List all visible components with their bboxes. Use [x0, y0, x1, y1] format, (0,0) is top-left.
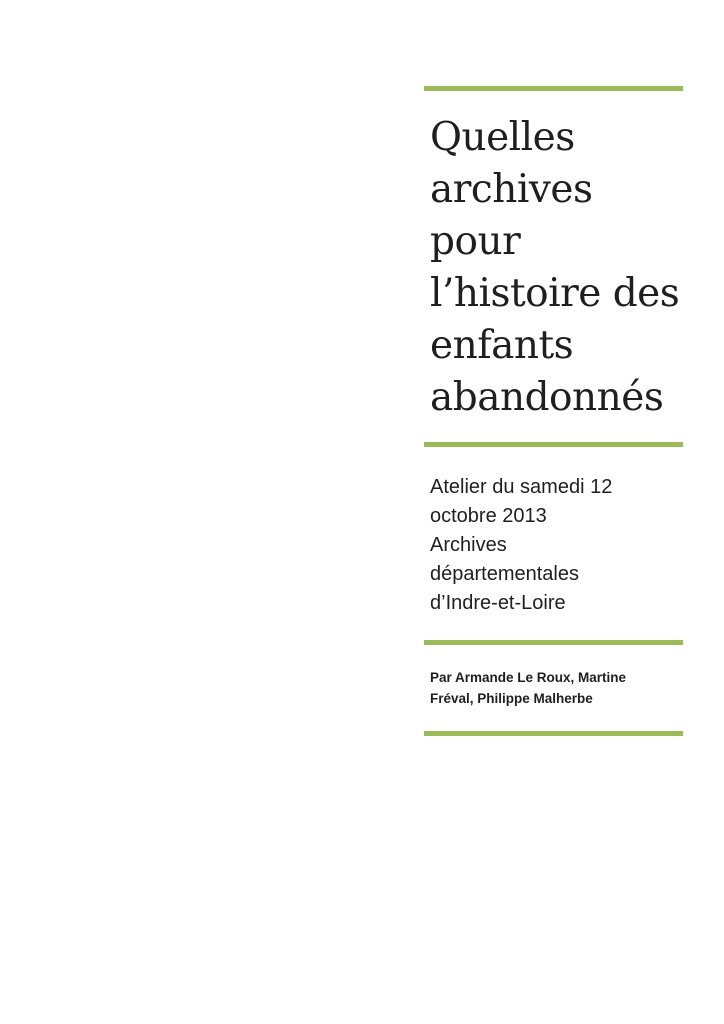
top-divider: [424, 86, 683, 91]
document-subtitle: [430, 473, 680, 618]
title-line: pour: [430, 219, 521, 264]
title-line: l’histoire des: [430, 271, 680, 316]
title-line: archives: [430, 167, 593, 212]
title-line: Quelles: [430, 115, 575, 160]
subtitle-line: d’Indre-et-Loire: [430, 592, 566, 614]
title-divider: [424, 442, 683, 447]
title-line: enfants: [430, 323, 574, 368]
subtitle-line: Atelier du samedi 12: [430, 476, 613, 498]
subtitle-line: Archives: [430, 534, 507, 556]
authors-block: [430, 667, 680, 709]
subtitle-line: octobre 2013: [430, 505, 547, 527]
document-title: [430, 112, 686, 424]
author-line: Par Armande Le Roux, Martine: [430, 670, 627, 685]
subtitle-divider: [424, 640, 683, 645]
author-line: Fréval, Philippe Malherbe: [430, 691, 593, 706]
title-line: abandonnés: [430, 375, 664, 420]
bottom-divider: [424, 731, 683, 736]
subtitle-line: départementales: [430, 563, 579, 585]
